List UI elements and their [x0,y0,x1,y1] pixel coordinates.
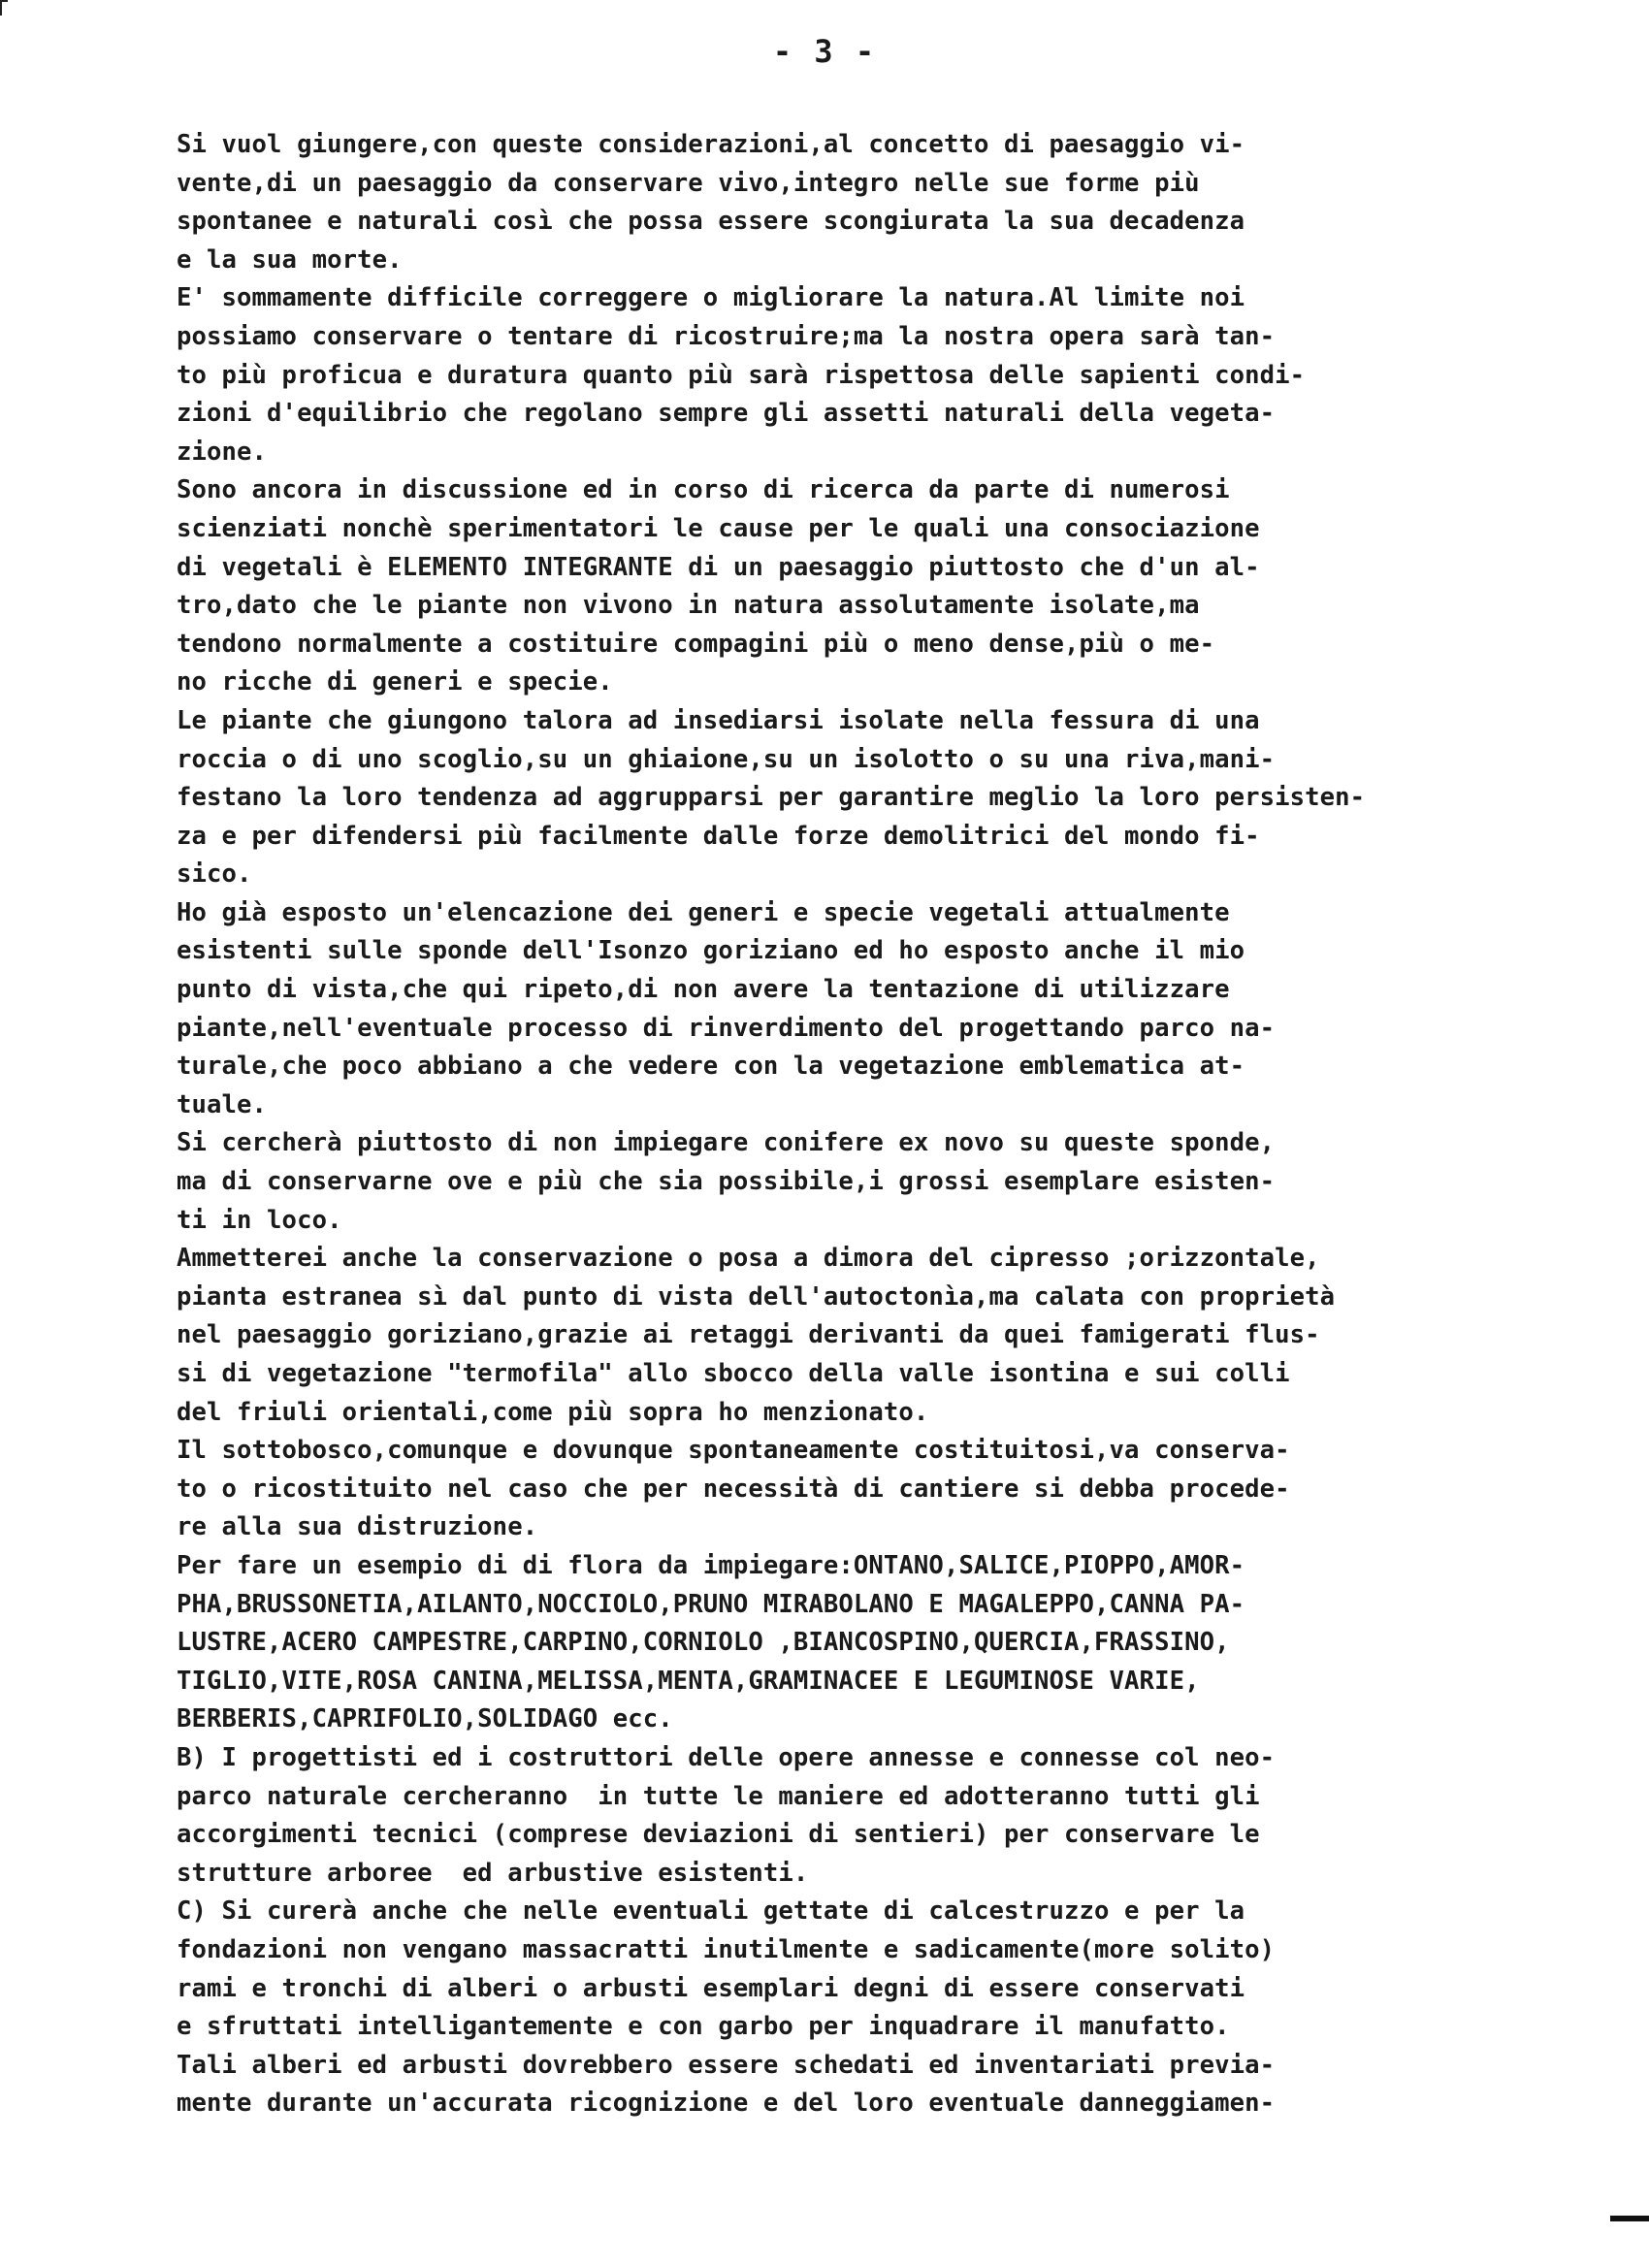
text-line: PHA,BRUSSONETIA,AILANTO,NOCCIOLO,PRUNO MIRABOLANO E MAGALEPPO,CANNA PA- [177,1589,1245,1619]
text-line: zione. [177,437,268,467]
text-line: e la sua morte. [177,244,403,275]
text-line: accorgimenti tecnici (comprese deviazioni di sentieri) per conservare le [177,1820,1260,1850]
text-line: esistenti sulle sponde dell'Isonzo goriziano ed ho esposto anche il mio [177,936,1245,966]
text-line: scienziati nonchè sperimentatori le cause per le quali una consociazione [177,513,1260,543]
text-line: punto di vista,che qui ripeto,di non avere la tentazione di utilizzare [177,975,1230,1005]
text-line: parco naturale cercheranno in tutte le maniere ed adotteranno tutti gli [177,1781,1260,1811]
text-line: fondazioni non vengano massacratti inutilmente e sadicamente(more solito) [177,1934,1276,1964]
text-line: spontanee e naturali così che possa essere scongiurata la sua decadenza [177,207,1245,237]
text-line: si di vegetazione "termofila" allo sbocco della valle isontina e sui colli [177,1359,1290,1388]
text-line: tuale. [177,1089,268,1119]
text-line: mente durante un'accurata ricognizione e del loro eventuale danneggiamen- [177,2089,1276,2119]
text-line: TIGLIO,VITE,ROSA CANINA,MELISSA,MENTA,GRAMINACEE E LEGUMINOSE VARIE, [177,1666,1200,1696]
text-line: Il sottobosco,comunque e dovunque spontaneamente costituitosi,va conserva- [177,1436,1290,1466]
text-line: ma di conservarne ove e più che sia possibile,i grossi esemplare esisten- [177,1167,1276,1197]
text-line: tro,dato che le piante non vivono in natura assolutamente isolate,ma [177,591,1200,621]
text-line: vente,di un paesaggio da conservare vivo,integro nelle sue forme più [177,168,1200,198]
text-line: Per fare un esempio di di flora da impiegare:ONTANO,SALICE,PIOPPO,AMOR- [177,1550,1245,1580]
corner-crop-mark [0,0,8,16]
text-line: no ricche di generi e specie. [177,667,613,697]
text-line: Sono ancora in discussione ed in corso di ricerca da parte di numerosi [177,475,1230,505]
text-line: di vegetali è ELEMENTO INTEGRANTE di un paesaggio piuttosto che d'un al- [177,552,1260,582]
page-number: - 3 - [772,33,877,70]
text-line: Tali alberi ed arbusti dovrebbero essere schedati ed inventariati previa- [177,2050,1276,2080]
text-line: sico. [177,859,252,890]
text-line: C) Si curerà anche che nelle eventuali gettate di calcestruzzo e per la [177,1896,1245,1927]
text-line: Ammetterei anche la conservazione o posa a dimora del cipresso ;orizzontale, [177,1244,1320,1274]
text-line: Ho già esposto un'elencazione dei generi e specie vegetali attualmente [177,897,1230,927]
text-line: turale,che poco abbiano a che vedere con la vegetazione emblematica at- [177,1052,1245,1082]
text-line: pianta estranea sì dal punto di vista dell'autoctonìa,ma calata con proprietà [177,1281,1336,1312]
text-line: e sfruttati intelligantemente e con garbo per inquadrare il manufatto. [177,2012,1230,2042]
typewritten-body [177,126,1583,2123]
text-line: za e per difendersi più facilmente dalle forze demolitrici del mondo fi- [177,821,1260,851]
text-line: nel paesaggio goriziano,grazie ai retaggi derivanti da quei famigerati flus- [177,1320,1320,1350]
text-line: festano la loro tendenza ad aggrupparsi per garantire meglio la loro persisten- [177,783,1366,813]
text-line: Si vuol giungere,con queste considerazioni,al concetto di paesaggio vi- [177,130,1245,159]
text-line: zioni d'equilibrio che regolano sempre gli assetti naturali della vegeta- [177,399,1276,429]
text-line: possiamo conservare o tentare di ricostruire;ma la nostra opera sarà tan- [177,321,1276,351]
text-line: ti in loco. [177,1205,342,1235]
text-line: B) I progettisti ed i costruttori delle opere annesse e connesse col neo- [177,1742,1276,1772]
text-line: del friuli orientali,come più sopra ho menzionato. [177,1397,929,1427]
text-line: E' sommamente difficile correggere o migliorare la natura.Al limite noi [177,283,1245,313]
text-line: to o ricostituito nel caso che per necessità di cantiere si debba procede- [177,1474,1290,1504]
text-line: Le piante che giungono talora ad insediarsi isolate nella fessura di una [177,705,1260,735]
text-line: roccia o di uno scoglio,su un ghiaione,su un isolotto o su una riva,mani- [177,744,1276,774]
text-line: strutture arboree ed arbustive esistenti. [177,1858,809,1888]
text-line: Si cercherà piuttosto di non impiegare conifere ex novo su queste sponde, [177,1128,1276,1158]
text-line: BERBERIS,CAPRIFOLIO,SOLIDAGO ecc. [177,1704,673,1734]
text-line: tendono normalmente a costituire compagini più o meno dense,più o me- [177,629,1215,659]
text-line: to più proficua e duratura quanto più sarà rispettosa delle sapienti condi- [177,360,1306,390]
text-line: piante,nell'eventuale processo di rinverdimento del progettando parco na- [177,1013,1276,1043]
text-line: rami e tronchi di alberi o arbusti esemplari degni di essere conservati [177,1973,1245,2003]
text-line: LUSTRE,ACERO CAMPESTRE,CARPINO,CORNIOLO ,BIANCOSPINO,QUERCIA,FRASSINO, [177,1628,1230,1658]
edge-scan-mark [1610,2216,1649,2221]
text-line: re alla sua distruzione. [177,1512,538,1542]
